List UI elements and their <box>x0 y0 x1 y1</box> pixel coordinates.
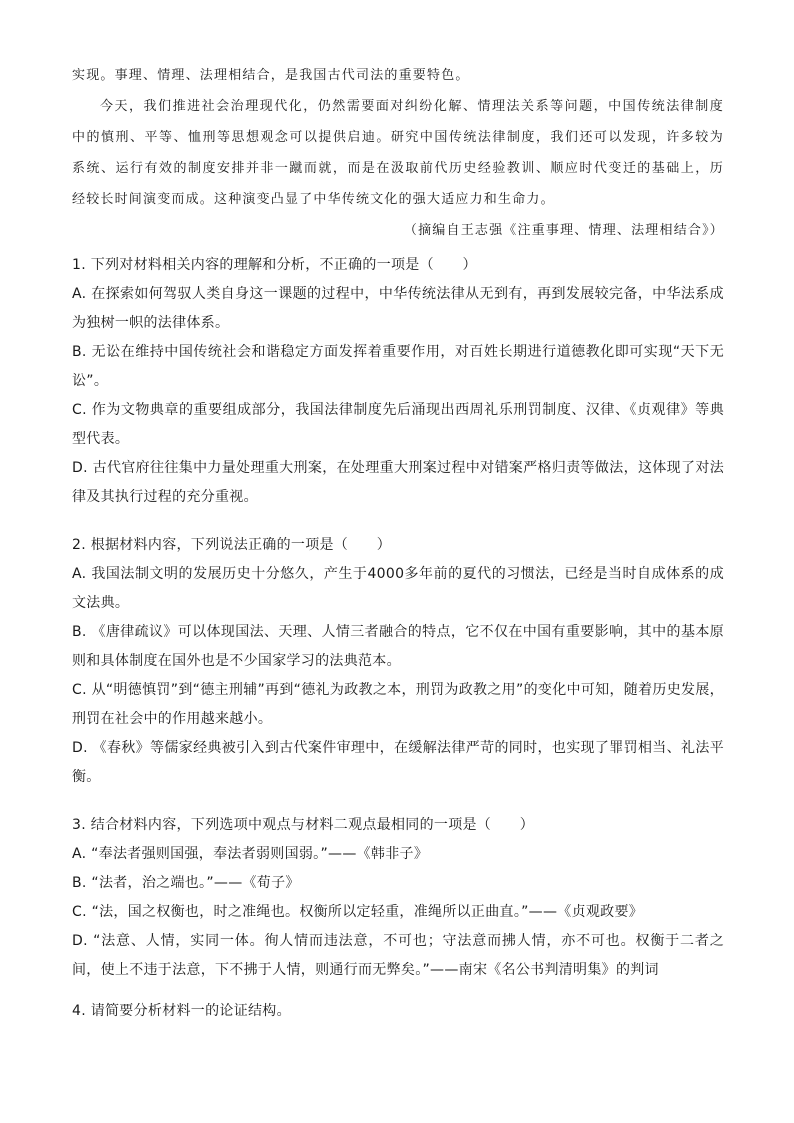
question-1 <box>72 251 724 512</box>
reading-passage <box>72 60 724 246</box>
option-d: D. 《春秋》等儒家经典被引入到古代案件审理中，在缓解法律严苛的同时，也实现了罪罚相当、礼法平衡。 <box>72 740 724 785</box>
question-stem: 1. 下列对材料相关内容的理解和分析，不正确的一项是（ ） <box>72 257 477 273</box>
option-b: B. 无讼在维持中国传统社会和谐稳定方面发挥着重要作用，对百姓长期进行道德教化即可实现“天下无讼”。 <box>72 344 724 389</box>
question-2 <box>72 531 724 792</box>
option-c: C. “法，国之权衡也，时之准绳也。权衡所以定轻重，准绳所以正曲直。”——《贞观政要》 <box>72 904 644 920</box>
question-stem: 2. 根据材料内容，下列说法正确的一项是（ ） <box>72 537 392 553</box>
option-b: B. “法者，治之端也。”——《荀子》 <box>72 875 300 891</box>
passage-source: （摘编自王志强《注重事理、情理、法理相结合》） <box>403 223 724 238</box>
option-d: D. “法意、人情，实同一体。徇人情而违法意，不可也；守法意而拂人情，亦不可也。权衡于二者之间，使上不违于法意，下不拂于人情，则通行而无弊矣。”——南宋《名公书判清明集》的判词 <box>72 933 724 978</box>
question-stem: 3. 结合材料内容，下列选项中观点与材料二观点最相同的一项是（ ） <box>72 817 535 833</box>
question-3 <box>72 811 724 985</box>
option-c: C. 从“明德慎罚”到“德主刑辅”再到“德礼为政教之本，刑罚为政教之用”的变化中可知，随着历史发展，刑罚在社会中的作用越来越小。 <box>72 682 724 727</box>
option-b: B. 《唐律疏议》可以体现国法、天理、人情三者融合的特点，它不仅在中国有重要影响，其中的基本原则和具体制度在国外也是不少国家学习的法典范本。 <box>72 624 724 669</box>
option-c: C. 作为文物典章的重要组成部分，我国法律制度先后涌现出西周礼乐刑罚制度、汉律、《贞观律》等典型代表。 <box>72 402 724 447</box>
option-a: A. “奉法者强则国强，奉法者弱则国弱。”——《韩非子》 <box>72 846 429 862</box>
passage-paragraph: 今天，我们推进社会治理现代化，仍然需要面对纠纷化解、情理法关系等问题，中国传统法律制度中的慎刑、平等、恤刑等思想观念可以提供启迪。研究中国传统法律制度，我们还可以发现，许多较为系统、运行有效的制度安排并非一蹴而就，而是在汲取前代历史经验教训、顺应时代变迁的基础上，历经较长时间演变而成。这种演变凸显了中华传统文化的强大适应力和生命力。 <box>72 99 724 207</box>
option-a: A. 我国法制文明的发展历史十分悠久，产生于4000多年前的夏代的习惯法，已经是当时自成体系的成文法典。 <box>72 566 724 611</box>
question-stem: 4. 请简要分析材料一的论证结构。 <box>72 1003 291 1019</box>
option-d: D. 古代官府往往集中力量处理重大刑案，在处理重大刑案过程中对错案严格归责等做法，这体现了对法律及其执行过程的充分重视。 <box>72 460 724 505</box>
question-4 <box>72 997 724 1026</box>
option-a: A. 在探索如何驾驭人类自身这一课题的过程中，中华传统法律从无到有，再到发展较完备，中华法系成为独树一帜的法律体系。 <box>72 286 724 331</box>
passage-paragraph-end: 实现。事理、情理、法理相结合，是我国古代司法的重要特色。 <box>72 68 470 83</box>
